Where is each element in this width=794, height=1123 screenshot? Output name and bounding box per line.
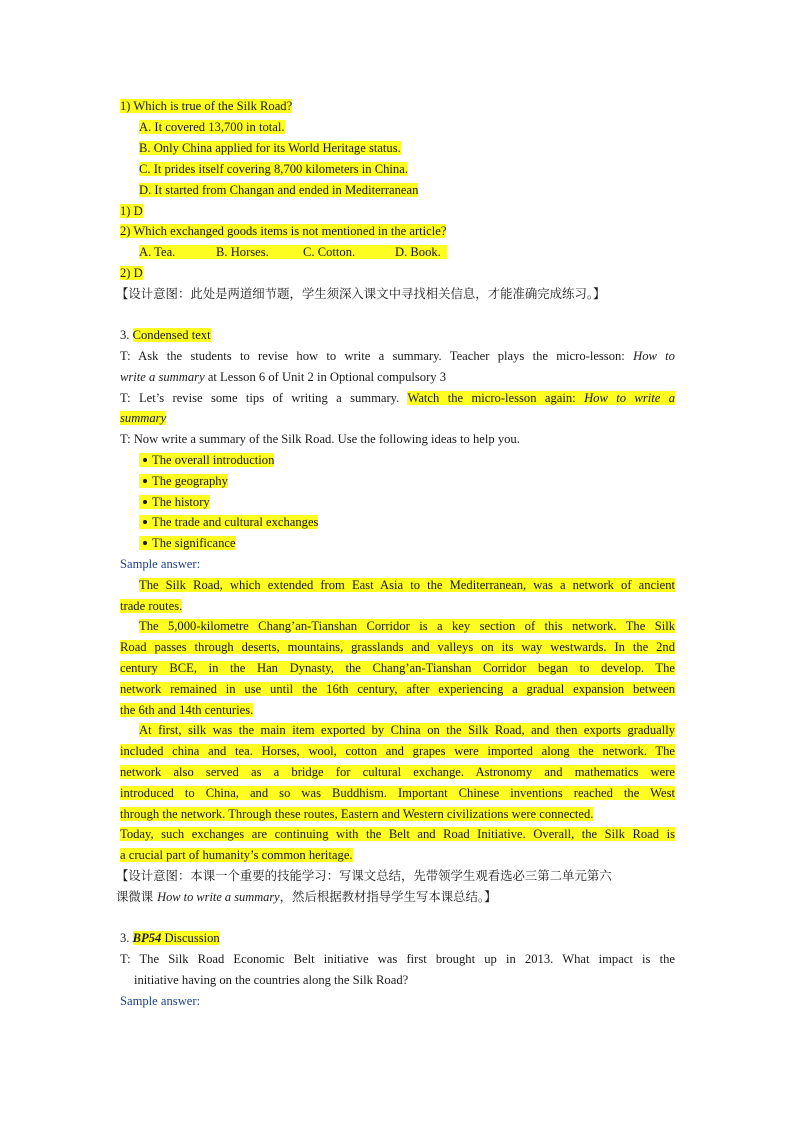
bullet-item: The geography bbox=[139, 471, 694, 491]
section3-t2-line1: T: Let’s revise some tips of writing a summary. Watch the micro-lesson again: How to write a bbox=[120, 391, 675, 405]
para3-line: introduced to China, and so was Buddhism. Important Chinese inventions reached the West bbox=[120, 786, 675, 800]
para1-line: The Silk Road, which extended from East Asia to the Mediterranean, was a network of ancient bbox=[139, 578, 675, 592]
section3-heading: 3. Condensed text bbox=[120, 328, 211, 342]
bullet-icon bbox=[143, 458, 147, 462]
q1-question: 1) Which is true of the Silk Road? bbox=[120, 99, 293, 113]
bullet-item: The overall introduction bbox=[139, 450, 694, 470]
q2-option-b: B. Horses. bbox=[216, 245, 269, 259]
para3-line: Today, such exchanges are continuing with the Belt and Road Initiative. Overall, the Silk Road is bbox=[120, 827, 675, 841]
bullet-item: The significance bbox=[139, 533, 694, 553]
design-note-2-line2: 课微课 How to write a summary，然后根据教材指导学生写本课总结。】 bbox=[116, 889, 497, 904]
para2-line: the 6th and 14th centuries. bbox=[120, 703, 254, 717]
q1-answer: 1) D bbox=[120, 204, 143, 218]
para3-line: included china and tea. Horses, wool, cotton and grapes were imported along the network. The bbox=[120, 744, 675, 758]
para2-line: network remained in use until the 16th century, after experiencing a gradual expansion between bbox=[120, 682, 675, 696]
q2-option-c: C. Cotton. bbox=[303, 245, 356, 259]
bullet-icon bbox=[143, 479, 147, 483]
design-note-1: 【设计意图：此处是两道细节题，学生须深入课文中寻找相关信息，才能准确完成练习。】 bbox=[116, 286, 606, 301]
section3-t1-line1: T: Ask the students to revise how to write a summary. Teacher plays the micro-lesson: How to bbox=[120, 349, 675, 363]
para3-line: network also served as a bridge for cultural exchange. Astronomy and mathematics were bbox=[120, 765, 675, 779]
para3-line: At first, silk was the main item exported by China on the Silk Road, and then exports gradually bbox=[139, 723, 675, 737]
bullet-icon bbox=[143, 520, 147, 524]
bullet-item: The history bbox=[139, 492, 694, 512]
bullet-icon bbox=[143, 541, 147, 545]
q1-option-d: D. It started from Changan and ended in Mediterranean bbox=[139, 183, 419, 197]
bullet-icon bbox=[143, 500, 147, 504]
q1-option-b: B. Only China applied for its World Heritage status. bbox=[139, 141, 401, 155]
q1-option-a: A. It covered 13,700 in total. bbox=[139, 120, 285, 134]
discussion-line1: T: The Silk Road Economic Belt initiative was first brought up in 2013. What impact is the bbox=[120, 952, 675, 966]
discussion-line2: initiative having on the countries along the Silk Road? bbox=[134, 973, 409, 987]
para3-line: a crucial part of humanity’s common heritage. bbox=[120, 848, 353, 862]
q2-question: 2) Which exchanged goods items is not mentioned in the article? bbox=[120, 224, 447, 238]
q2-option-a: A. Tea. bbox=[139, 245, 176, 259]
bullet-item: The trade and cultural exchanges bbox=[139, 512, 694, 532]
q2-options bbox=[139, 242, 694, 262]
section3-t2-line2: summary bbox=[120, 411, 167, 425]
q1-option-c: C. It prides itself covering 8,700 kilometers in China. bbox=[139, 162, 408, 176]
sample-answer-label: Sample answer: bbox=[120, 557, 201, 571]
para2-line: Road passes through deserts, mountains, grasslands and valleys on its way westwards. In the 2nd bbox=[120, 640, 675, 654]
discussion-sample-label: Sample answer: bbox=[120, 994, 201, 1008]
design-note-2-line1: 【设计意图：本课一个重要的技能学习：写课文总结，先带领学生观看选必三第二单元第六 bbox=[116, 868, 612, 883]
section3-t1-line2: write a summary at Lesson 6 of Unit 2 in Optional compulsory 3 bbox=[120, 370, 447, 384]
para2-line: The 5,000-kilometre Chang’an-Tianshan Corridor is a key section of this network. The Silk bbox=[139, 619, 675, 633]
q2-option-d: D. Book. bbox=[395, 245, 441, 259]
para2-line: century BCE, in the Han Dynasty, the Chang’an-Tianshan Corridor began to develop. The bbox=[120, 661, 675, 675]
section3-t3: T: Now write a summary of the Silk Road. Use the following ideas to help you. bbox=[120, 432, 520, 446]
discussion-heading: 3. BP54 Discussion bbox=[120, 931, 220, 945]
para1-line: trade routes. bbox=[120, 599, 183, 613]
q2-answer: 2) D bbox=[120, 266, 143, 280]
para3-line: through the network. Through these routes, Eastern and Western civilizations were connected. bbox=[120, 807, 594, 821]
